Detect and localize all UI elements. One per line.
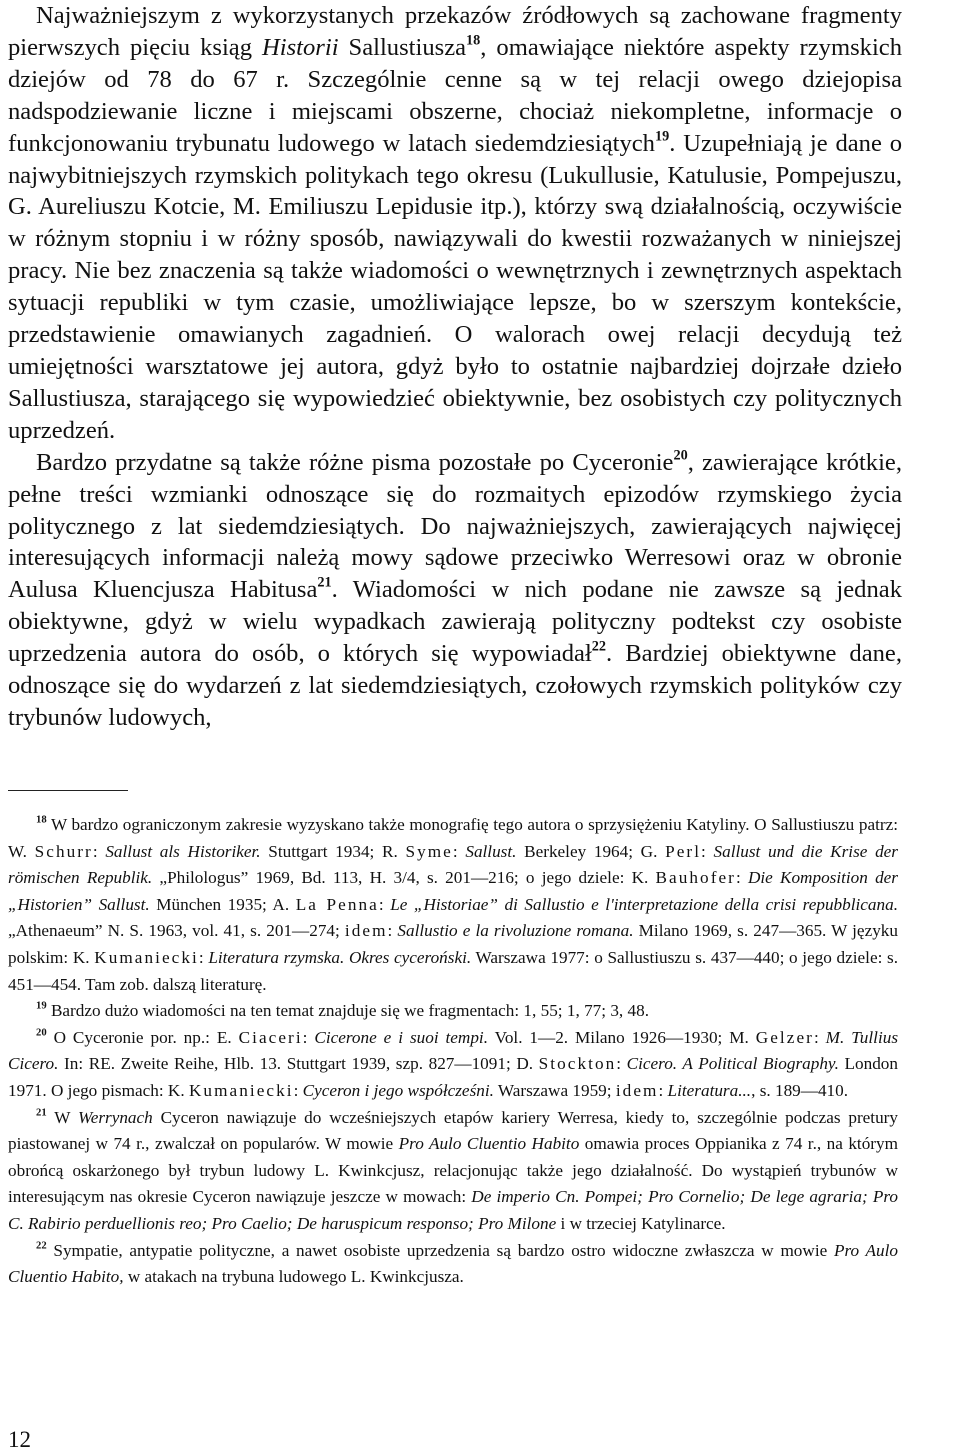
italic-title: Pro Aulo Cluentio Habito, <box>8 1240 898 1287</box>
footnote-number: 22 <box>36 1240 47 1252</box>
italic-title: Cyceron i jego współcześni. <box>302 1080 494 1100</box>
text-run: : <box>378 894 391 914</box>
text-run: Warszawa 1977: o Sallustiuszu s. 437—440; o jego dziele: s. 451—454. Tam zob. dalszą literaturę. <box>8 947 899 994</box>
body-text <box>8 0 902 734</box>
footnote-separator <box>8 790 128 791</box>
text-run: „Athenaeum” N. S. 1963, vol. 41, s. 201—274; <box>8 921 345 941</box>
text-run: w atakach na trybuna ludowego L. Kwinkcjusza. <box>123 1267 464 1287</box>
italic-title: Cicerone e i suoi tempi. <box>314 1027 489 1047</box>
text-run: : <box>701 841 714 861</box>
author-name: Kumaniecki <box>188 1080 294 1100</box>
italic-title: Pro Aulo Cluentio Habito <box>398 1134 580 1154</box>
page <box>8 0 902 734</box>
text-run: : <box>92 841 106 861</box>
text-run: : <box>293 1080 303 1100</box>
italic-title: Sallustio e la rivoluzione romana. <box>397 921 634 941</box>
text-run: Vol. 1—2. Milano 1926—1930; M. <box>488 1027 756 1047</box>
italic-title: Sallust und die Krise der römischen Republik. <box>8 841 898 888</box>
text-run: In: RE. Zweite Reihe, Hlb. 13. Stuttgart 1939, szp. 827—1091; D. <box>58 1054 539 1074</box>
italic-title: Werrynach <box>77 1107 153 1127</box>
text-run: . Wiadomości w nich podane nie zawsze są jednak obiektywne, gdyż w wielu wypadkach zawierają polityczny podtekst czy osobiste uprzedzenia autora do osób, o których się wypowiadał <box>8 576 902 668</box>
author-name: Schurr <box>34 841 93 861</box>
italic-title: Literatura... <box>667 1080 752 1100</box>
text-run: omawia proces Oppianika z 74 r., na którym obrońcą oskarżonego był trybun ludowy L. Kwinkcjusz, relacjonując także jego działalność. Do wystąpień trybunów w interesującym nas okresie Cyceron nawiązuje jeszcze w mowach: <box>8 1134 898 1207</box>
text-run: : <box>813 1027 826 1047</box>
italic-title: Le „Historiae” di Sallustio e l'interpretazione della crisi repubblicana. <box>390 894 898 914</box>
text-run: W bardzo ograniczonym zakresie wyzyskano także monografię tego autora o sprzysiężeniu Katyliny. O Sallustiuszu patrz: W. <box>8 815 898 861</box>
text-run: : <box>198 947 209 967</box>
text-run: Sympatie, antypatie polityczne, a nawet osobiste uprzedzenia są bardzo ostro widoczne zwłaszcza w mowie <box>46 1240 834 1260</box>
text-run: : <box>452 841 466 861</box>
text-run: Stuttgart 1934; R. <box>260 841 406 861</box>
italic-title: Cicero. A Political Biography. <box>626 1054 839 1074</box>
text-run: Milano 1969, s. 247—365. W języku polskim: K. <box>8 921 898 967</box>
text-run: , s. 189—410. <box>751 1080 849 1100</box>
footnote-ref: 20 <box>673 447 688 463</box>
text-run: . Uzupełniają je dane o najwybitniejszych rzymskich politykach tego okresu (Lukullusie, Katulusie, Pompejuszu, G. Aureliuszu Kotcie, M. Emiliuszu Lepidusie itp.), którzy swą działalnością, oczywiście w różnym stopniu i w różny sposób, nawiązywali do kwestii rozważanych w niniejszej pracy. Nie bez znaczenia są także wiadomości o wewnętrznych i zewnętrznych aspektach sytuacji republiki w tym czasie, umożliwiające lepsze, bo w szerszym kontekście, przedstawienie omawianych zagadnień. O walorach owej relacji decydują też umiejętności warsztatowe jej autora, gdyż było to ostatnie najbardziej dojrzałe dzieło Sallustiusza, starającego się wypowiedzieć obiektywnie, bez osobistych czy politycznych uprzedzeń. <box>8 129 902 444</box>
text-run: London 1971. O jego pismach: K. <box>8 1054 898 1100</box>
text-run: : <box>302 1027 315 1047</box>
text-run: Warszawa 1959; <box>493 1080 616 1100</box>
text-run: : <box>658 1080 668 1100</box>
italic-title: Historii <box>262 33 339 61</box>
italic-title: Die Komposition der „Historien” Sallust. <box>8 868 898 914</box>
author-name: La Penna <box>295 894 379 914</box>
author-name: Syme <box>405 841 453 861</box>
author-name: Perl <box>665 841 702 861</box>
paragraph <box>8 447 902 734</box>
footnote-ref: 18 <box>466 32 481 49</box>
text-run: Bardzo przydatne są także różne pisma pozostałe po Cyceronie <box>36 448 674 476</box>
text-run: : <box>387 921 398 941</box>
text-run: Najważniejszym z wykorzystanych przekazów źródłowych są zachowane fragmenty pierwszych pięciu ksiąg <box>8 2 902 61</box>
footnotes <box>8 812 898 1291</box>
italic-title: M. Tullius Cicero. <box>8 1027 899 1074</box>
text-run: , zawierające krótkie, pełne treści wzmianki odnoszące się do rozmaitych epizodów rzymskiego życia politycznego z lat siedemdziesiątych. Do najważniejszych, zawierających najwięcej interesujących informacji należą mowy sądowe przeciwko Werresowi oraz w obronie Aulusa Kluencjusza Habitusa <box>8 448 902 604</box>
text-run: . Bardziej obiektywne dane, odnoszące się do wydarzeń z lat siedemdziesiątych, czołowych rzymskich polityków czy trybunów ludowych, <box>8 640 902 731</box>
italic-title: Sallust. <box>465 841 517 861</box>
footnote-22 <box>8 1238 898 1291</box>
text-run: W <box>46 1107 78 1127</box>
author-name: Bauhofer <box>655 868 736 888</box>
footnote-ref: 19 <box>654 127 670 144</box>
text-run: „Philologus” 1969, Bd. 113, H. 3/4, s. 201—216; o jego dziele: K. <box>152 868 656 888</box>
footnote-number: 19 <box>36 1000 47 1012</box>
text-run: O Cyceronie por. np.: E. <box>46 1027 239 1047</box>
footnote-ref: 22 <box>591 638 607 655</box>
text-run: , omawiające niektóre aspekty rzymskich dziejów od 78 do 67 r. Szczególnie cenne są w tej relacji owego dziejopisa nadspodziewanie liczne i miejscami obszerne, chociaż niekompletne, informacje o funkcjonowaniu trybunatu ludowego w latach siedemdziesiątych <box>8 33 902 157</box>
text-run: : <box>616 1054 627 1074</box>
author-name: idem <box>615 1080 659 1100</box>
text-run: i w trzeciej Katylinarce. <box>556 1213 726 1233</box>
page-number: 12 <box>8 1427 31 1452</box>
paragraph <box>8 0 902 447</box>
text-run: : <box>735 868 748 888</box>
italic-title: Sallust als Historiker. <box>105 841 261 861</box>
footnote-19 <box>8 998 898 1025</box>
author-name: Stockton <box>538 1054 617 1074</box>
footnote-18 <box>8 812 898 998</box>
author-name: Gelzer <box>755 1027 814 1047</box>
italic-title: De imperio Cn. Pompei; Pro Cornelio; De lege agraria; Pro C. Rabirio perduellionis reo; Pro Caelio; De haruspicum responso; Pro Milone <box>8 1187 898 1233</box>
text-run: Sallustiusza <box>338 33 467 61</box>
footnote-ref: 21 <box>317 574 332 591</box>
footnote-number: 18 <box>36 814 47 826</box>
footnote-number: 20 <box>36 1027 47 1039</box>
italic-title: Literatura rzymska. Okres cyceroński. <box>208 947 472 967</box>
text-run: Cyceron nawiązuje do wcześniejszych etapów kariery Werresa, kiedy to, szczególnie podczas pretury piastowanej w 74 r., zwalczał on popularów. W mowie <box>8 1107 898 1154</box>
footnote-20 <box>8 1025 898 1105</box>
text-run: Berkeley 1964; G. <box>516 841 666 861</box>
footnote-number: 21 <box>36 1107 47 1119</box>
text-run: München 1935; A. <box>149 894 296 914</box>
footnote-21 <box>8 1105 898 1238</box>
author-name: idem <box>344 921 388 941</box>
text-run: Bardzo dużo wiadomości na ten temat znajduje się we fragmentach: 1, 55; 1, 77; 3, 48. <box>46 1001 649 1021</box>
author-name: Ciaceri <box>238 1027 303 1047</box>
author-name: Kumaniecki <box>94 947 199 967</box>
